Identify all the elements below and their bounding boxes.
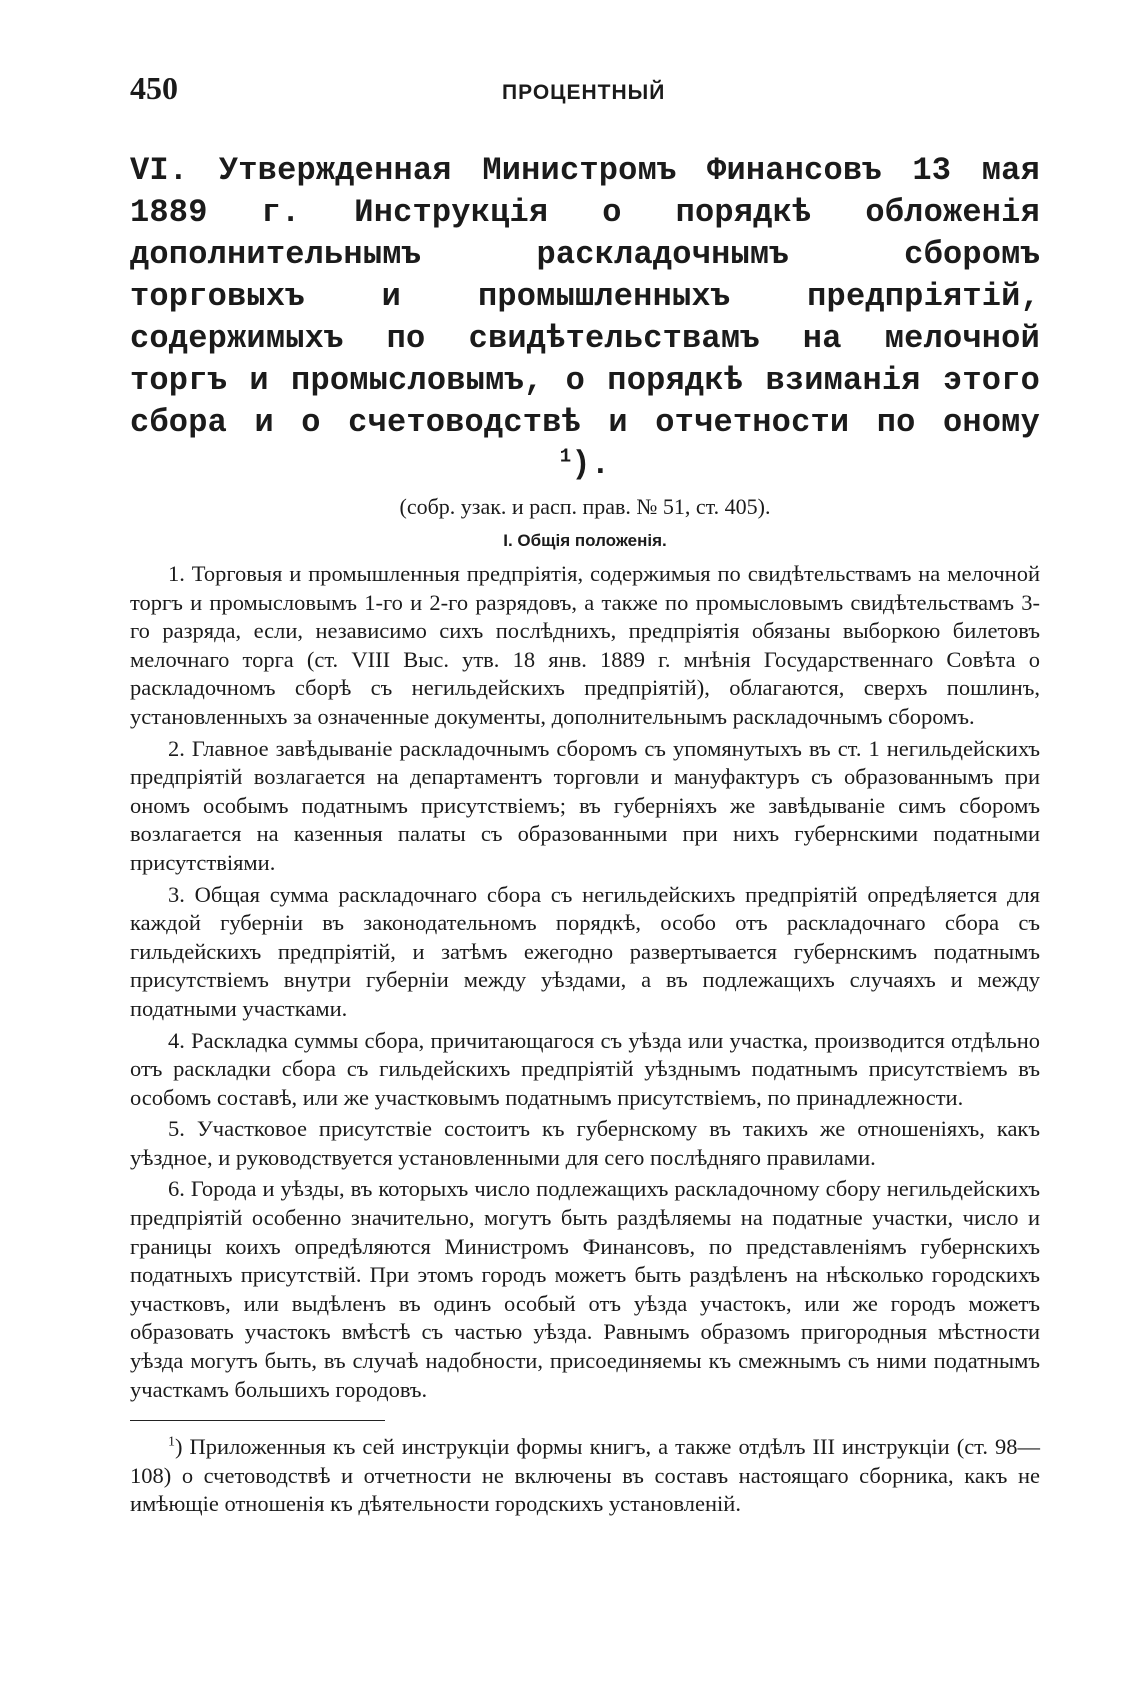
- document-title-text: VI. Утвержденная Министромъ Финансовъ 13 мая 1889 г. Инструкцiя о порядкѣ обложенiя дополнительнымъ раскладочнымъ сборомъ торговыхъ и промышленныхъ предпрiятiй, содержимыхъ по свидѣтельствамъ на мелочной торгъ и промысловымъ, о порядкѣ взиманiя этого сбора и о счетоводствѣ и отчетности по оному: [130, 152, 1040, 441]
- running-title: ПРОЦЕНТНЫЙ: [502, 81, 666, 104]
- section-heading: I. Общiя положенiя.: [503, 531, 667, 550]
- footnote-divider: [130, 1420, 385, 1421]
- page-number: 450: [130, 70, 178, 106]
- footnote: [130, 1433, 1040, 1519]
- running-head: [130, 70, 1040, 104]
- footnote-text: ) Приложенныя къ сей инструкцiи формы книгъ, а также отдѣлъ III инструкцiи (ст. 98—108) о счетоводствѣ и отчетности не включены въ составъ настоящаго сборника, какъ не имѣющiе отношенiя къ дѣятельности городскихъ установленiй.: [130, 1434, 1040, 1517]
- paragraph-4: 4. Раскладка суммы сбора, причитающагося съ уѣзда или участка, производится отдѣльно отъ раскладки сбора съ гильдейскихъ предпрiятiй уѣзднымъ податнымъ присутствiемъ въ особомъ составѣ, или же участковымъ податнымъ присутствiемъ, по принадлежности.: [130, 1027, 1040, 1110]
- source-reference: (собр. узак. и расп. прав. № 51, ст. 405).: [399, 494, 771, 519]
- paragraph-3: 3. Общая сумма раскладочнаго сбора съ негильдейскихъ предпрiятiй опредѣляется для каждой губернiи въ законодательномъ порядкѣ, особо отъ раскладочнаго сбора съ гильдейскихъ предпрiятiй, и затѣмъ ежегодно развертывается губернскимъ податнымъ присутствiемъ внутри губернiи между уѣздами, а въ подлежащихъ случаяхъ и между податными участками.: [130, 881, 1040, 1021]
- paragraph-1: 1. Торговыя и промышленныя предпрiятiя, содержимыя по свидѣтельствамъ на мелочной торгъ и промысловымъ 1-го и 2-го разрядовъ, а также по промысловымъ свидѣтельствамъ 3-го разряда, если, независимо сихъ послѣднихъ, предпрiятiя обязаны выборкою билетовъ мелочнаго торга (ст. VIII Выс. утв. 18 янв. 1889 г. мнѣнiя Государственнаго Совѣта о раскладочномъ сборѣ съ негильдейскихъ предпрiятiй), облагаются, сверхъ пошлинъ, установленныхъ за означенные документы, дополнительнымъ раскладочнымъ сборомъ.: [130, 561, 1040, 729]
- paragraph-2: 2. Главное завѣдываніе раскладочнымъ сборомъ съ упомянутыхъ въ ст. 1 негильдейскихъ предпрiятiй возлагается на департаментъ торговли и мануфактуръ съ образованнымъ при ономъ особымъ податнымъ присутствiемъ; въ губернiяхъ же завѣдываніе симъ сборомъ возлагается на казенныя палаты съ образованными при нихъ губернскими податными присутствiями.: [130, 735, 1040, 875]
- document-title: [130, 150, 1040, 486]
- title-footnote-marker: 1: [559, 445, 572, 468]
- title-closing: ).: [571, 446, 611, 483]
- footnote-marker: 1: [168, 1434, 175, 1450]
- paragraph-6: 6. Города и уѣзды, въ которыхъ число подлежащихъ раскладочному сбору негильдейскихъ предпрiятiй особенно значительно, могутъ быть раздѣляемы на податные участки, число и границы коихъ опредѣляются Министромъ Финансовъ, по представленiямъ губернскихъ податныхъ присутствiй. При этомъ городъ можетъ быть раздѣленъ на нѣсколько городскихъ участковъ, или выдѣленъ въ одинъ особый отъ уѣзда участокъ, или же городъ можетъ образовать участокъ вмѣстѣ съ частью уѣзда. Равнымъ образомъ пригородныя мѣстности уѣзда могутъ быть, въ случаѣ надобности, присоединяемы къ смежнымъ съ ними податнымъ участкамъ большихъ городовъ.: [130, 1176, 1040, 1402]
- paragraph-5: 5. Участковое присутствiе состоитъ къ губернскому въ такихъ же отношенiяхъ, какъ уѣздное, и руководствуется установленными для сего послѣдняго правилами.: [130, 1116, 1040, 1170]
- document-page: [130, 70, 1040, 1519]
